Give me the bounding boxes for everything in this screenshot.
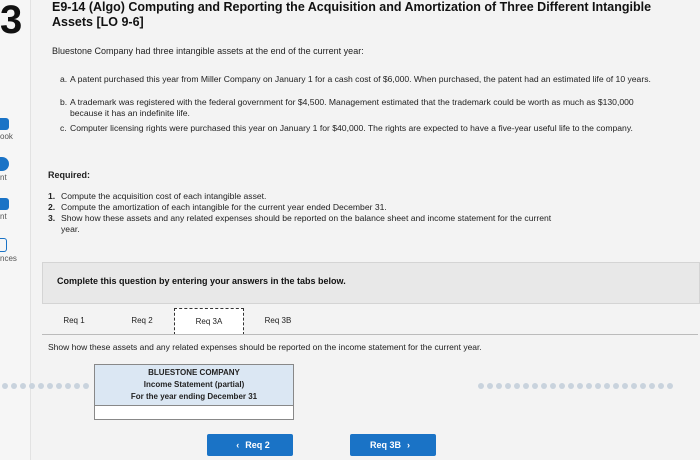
progress-dot — [658, 383, 664, 389]
problem-title: E9-14 (Algo) Computing and Reporting the Acquisition and Amortization of Three Different Intangible Assets [LO 9-6] — [52, 0, 652, 29]
tab-req-3a[interactable]: Req 3A — [174, 308, 244, 335]
progress-dot — [622, 383, 628, 389]
asset-label: a. — [60, 74, 68, 84]
progress-dots-right — [478, 376, 676, 382]
asset-text: Computer licensing rights were purchased this year on January 1 for $40,000. The rights are expected to have a five-year useful life to the company. — [70, 123, 633, 133]
asset-item-c — [60, 123, 660, 134]
tab-req-2[interactable]: Req 2 — [110, 310, 174, 332]
progress-dot — [65, 383, 71, 389]
requirement-2 — [48, 202, 688, 213]
left-sidebar — [0, 0, 31, 460]
tab-bar — [42, 306, 698, 336]
sidebar-item-print[interactable]: nt — [0, 173, 7, 182]
requirement-continuation: year. — [61, 223, 80, 234]
requirement-number: 1. — [48, 191, 56, 201]
progress-dot — [640, 383, 646, 389]
next-button[interactable] — [350, 434, 436, 456]
progress-dot — [505, 383, 511, 389]
tab-req-3b[interactable]: Req 3B — [246, 310, 310, 332]
progress-dot — [47, 383, 53, 389]
progress-dot — [586, 383, 592, 389]
requirement-text: Compute the acquisition cost of each intangible asset. — [61, 191, 267, 201]
chevron-left-icon: ‹ — [236, 440, 240, 450]
progress-dot — [514, 383, 520, 389]
asset-text: A patent purchased this year from Miller Company on January 1 for a cash cost of $6,000. When purchased, the patent had an estimated life of 10 years. — [70, 74, 651, 84]
asset-item-a — [60, 74, 660, 85]
progress-dot — [649, 383, 655, 389]
references-icon[interactable] — [0, 238, 7, 252]
progress-dot — [613, 383, 619, 389]
statement-header — [94, 364, 294, 406]
problem-intro: Bluestone Company had three intangible assets at the end of the current year: — [52, 46, 364, 56]
asset-text: A trademark was registered with the federal government for $4,500. Management estimated that the trademark could be worth as much as $130,000 because it has an indefinite life. — [70, 97, 634, 118]
document-icon[interactable] — [0, 198, 9, 210]
progress-dot — [496, 383, 502, 389]
progress-dot — [2, 383, 8, 389]
progress-dots-left — [2, 376, 92, 382]
progress-dot — [523, 383, 529, 389]
print-icon[interactable] — [0, 157, 9, 171]
progress-dot — [487, 383, 493, 389]
asset-item-b — [60, 97, 660, 118]
progress-dot — [595, 383, 601, 389]
tab-divider — [42, 334, 698, 335]
progress-dot — [559, 383, 565, 389]
progress-dot — [29, 383, 35, 389]
asset-label: c. — [60, 123, 67, 133]
progress-dot — [631, 383, 637, 389]
sidebar-item-document[interactable]: nt — [0, 212, 7, 221]
progress-dot — [38, 383, 44, 389]
statement-company: BLUESTONE COMPANY — [148, 368, 240, 377]
statement-input-row[interactable] — [94, 406, 294, 420]
sidebar-item-references[interactable]: nces — [0, 254, 17, 263]
progress-dot — [550, 383, 556, 389]
chevron-right-icon: › — [407, 440, 410, 450]
requirement-number: 2. — [48, 202, 56, 212]
statement-period: For the year ending December 31 — [130, 392, 258, 401]
requirement-number: 3. — [48, 213, 56, 223]
progress-dot — [532, 383, 538, 389]
progress-dot — [604, 383, 610, 389]
progress-dot — [478, 383, 484, 389]
next-button-label: Req 3B — [369, 440, 401, 450]
prev-button[interactable] — [207, 434, 293, 456]
requirement-3 — [48, 213, 688, 234]
tab-req-1[interactable]: Req 1 — [42, 310, 106, 332]
progress-dot — [667, 383, 673, 389]
statement-name: Income Statement (partial) — [143, 380, 245, 389]
asset-label: b. — [60, 97, 68, 107]
progress-dot — [83, 383, 89, 389]
tabs-instruction: Complete this question by entering your answers in the tabs below. — [57, 276, 346, 286]
tab-prompt: Show how these assets and any related expenses should be reported on the income statement for the current year. — [48, 342, 482, 352]
progress-dot — [541, 383, 547, 389]
book-icon[interactable] — [0, 118, 9, 130]
requirement-1 — [48, 191, 688, 202]
progress-dot — [577, 383, 583, 389]
income-statement-table — [94, 364, 294, 420]
progress-dot — [20, 383, 26, 389]
progress-dot — [11, 383, 17, 389]
required-heading: Required: — [48, 170, 91, 180]
requirement-text: Show how these assets and any related expenses should be reported on the balance sheet and income statement for the current — [61, 213, 552, 223]
progress-dot — [568, 383, 574, 389]
progress-dot — [56, 383, 62, 389]
progress-dot — [74, 383, 80, 389]
prev-button-label: Req 2 — [245, 440, 270, 450]
tabs-instruction-panel — [42, 262, 700, 304]
chapter-number: 3 — [0, 0, 22, 40]
sidebar-item-ebook[interactable]: ook — [0, 132, 13, 141]
requirement-text: Compute the amortization of each intangible for the current year ended December 31. — [61, 202, 387, 212]
